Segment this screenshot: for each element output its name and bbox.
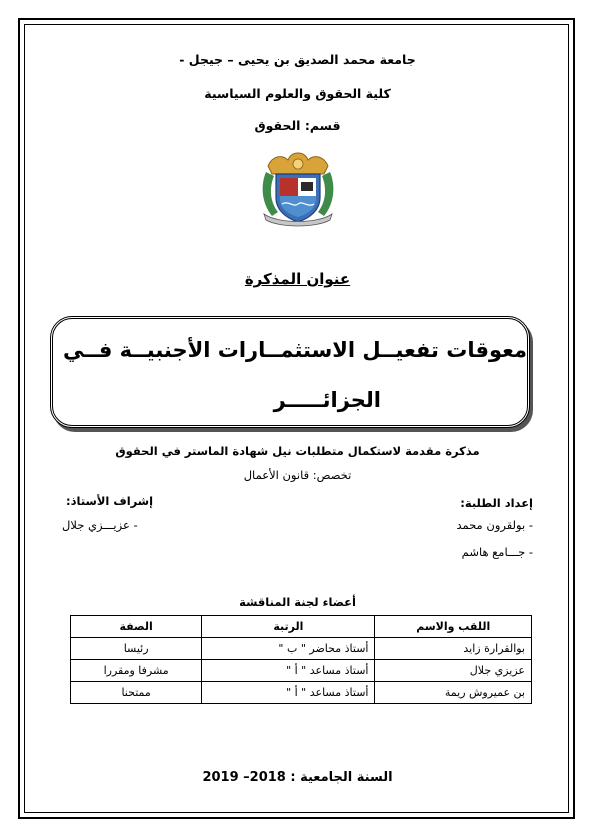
- member-rank: أستاذ مساعد " أ ": [202, 682, 375, 704]
- column-header-name: اللقب والاسم: [375, 616, 532, 638]
- academic-year: السنة الجامعية : 2018– 2019: [202, 770, 393, 785]
- students-label: إعداد الطلبة:: [460, 496, 533, 510]
- table-row: [71, 660, 532, 682]
- supervisor-label: إشراف الأستاذ:: [66, 494, 154, 508]
- column-header-role: الصفة: [71, 616, 202, 638]
- faculty-name: كلية الحقوق والعلوم السياسية: [204, 86, 391, 101]
- member-rank: أستاذ مساعد " أ ": [202, 660, 375, 682]
- supervisor-name: - عزيـــزي جلال: [62, 518, 138, 532]
- member-role: مشرفا ومقررا: [71, 660, 202, 682]
- member-name: بوالقرارة زايد: [375, 638, 532, 660]
- table-header-row: [71, 616, 532, 638]
- member-rank: أستاذ محاضر " ب ": [202, 638, 375, 660]
- member-role: رئيسا: [71, 638, 202, 660]
- student-name: - جـــامع هاشم: [461, 545, 533, 559]
- student-name: - بولقرون محمد: [456, 518, 533, 532]
- department-name: قسم: الحقوق: [254, 118, 341, 133]
- column-header-rank: الرتبة: [202, 616, 375, 638]
- thesis-title-line2: الجزائـــــر: [273, 388, 381, 412]
- member-name: بن عميروش ريمة: [375, 682, 532, 704]
- memo-heading: عنوان المذكرة: [244, 270, 351, 288]
- member-role: ممتحنا: [71, 682, 202, 704]
- table-row: [71, 682, 532, 704]
- committee-heading: أعضاء لجنة المناقشة: [239, 595, 356, 609]
- memo-subtitle: مذكرة مقدمة لاستكمال متطلبات نيل شهادة الماستر في الحقوق: [115, 444, 480, 458]
- member-name: عزيزي جلال: [375, 660, 532, 682]
- table-row: [71, 638, 532, 660]
- university-crest-icon: [258, 152, 338, 227]
- university-name: جامعة محمد الصديق بن يحيى – جيجل -: [179, 52, 416, 67]
- thesis-title-line1: معوقات تفعيــل الاستثمــارات الأجنبيــة فــي: [63, 338, 527, 362]
- committee-table: [70, 615, 532, 704]
- specialty: تخصص: قانون الأعمال: [243, 468, 352, 482]
